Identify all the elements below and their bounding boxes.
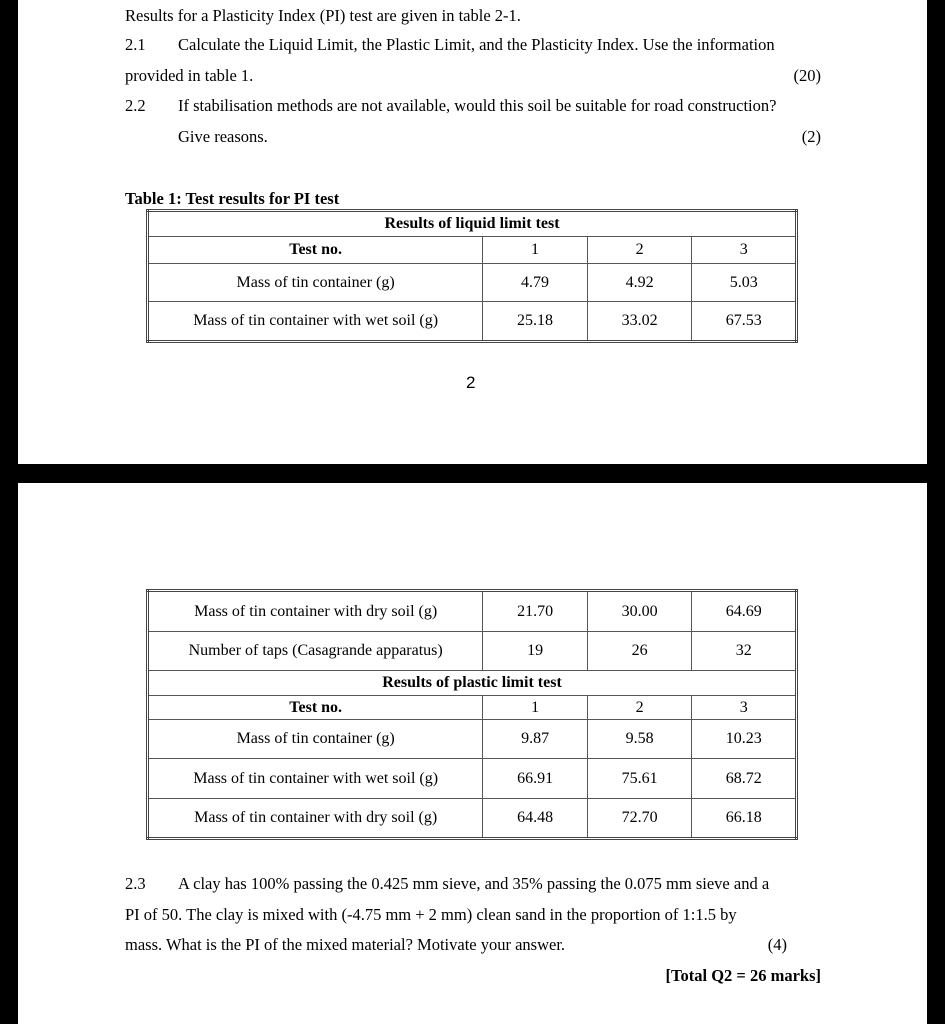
document-page-1: [18, 0, 927, 464]
table-row: [148, 720, 797, 759]
question-2-3-line3: mass. What is the PI of the mixed material? Motivate your answer.: [125, 935, 566, 954]
table-row: [148, 799, 797, 839]
question-2-3-marks: (4): [767, 935, 787, 954]
header-test-no: Test no.: [148, 237, 483, 264]
table-caption: Table 1: Test results for PI test: [125, 189, 340, 208]
row-label: Number of taps (Casagrande apparatus): [148, 632, 483, 671]
cell-value: 5.03: [692, 264, 797, 302]
cell-value: 30.00: [587, 591, 692, 632]
question-2-2-line1: If stabilisation methods are not available, would this soil be suitable for road construction?: [178, 96, 777, 115]
table-header-row: [148, 696, 797, 720]
header-test-2: 2: [587, 237, 692, 264]
table-row: [148, 302, 797, 342]
document-page-2: [18, 483, 927, 1024]
cell-value: 68.72: [692, 759, 797, 799]
table-header-row: [148, 237, 797, 264]
cell-value: 66.91: [483, 759, 588, 799]
table-row: [148, 591, 797, 632]
cell-value: 66.18: [692, 799, 797, 839]
cell-value: 25.18: [483, 302, 588, 342]
intro-text: Results for a Plasticity Index (PI) test are given in table 2-1.: [125, 6, 521, 25]
question-2-1-line1: Calculate the Liquid Limit, the Plastic Limit, and the Plasticity Index. Use the information: [178, 35, 775, 54]
cell-value: 9.58: [587, 720, 692, 759]
header-test-no: Test no.: [148, 696, 483, 720]
cell-value: 64.48: [483, 799, 588, 839]
table-row: [148, 759, 797, 799]
cell-value: 64.69: [692, 591, 797, 632]
question-2-2-line2: Give reasons.: [178, 127, 268, 146]
question-2-3-number: 2.3: [125, 874, 146, 893]
row-label: Mass of tin container with wet soil (g): [148, 302, 483, 342]
cell-value: 21.70: [483, 591, 588, 632]
pi-test-table-continued: [146, 589, 798, 840]
cell-value: 72.70: [587, 799, 692, 839]
row-label: Mass of tin container (g): [148, 720, 483, 759]
cell-value: 9.87: [483, 720, 588, 759]
question-2-1-number: 2.1: [125, 35, 146, 54]
question-2-3-line2: PI of 50. The clay is mixed with (-4.75 mm + 2 mm) clean sand in the proportion of 1:1.5 by: [125, 905, 737, 924]
question-2-1-line2: provided in table 1.: [125, 66, 254, 85]
row-label: Mass of tin container with dry soil (g): [148, 799, 483, 839]
row-label: Mass of tin container (g): [148, 264, 483, 302]
question-2-2-marks: (2): [801, 127, 821, 146]
total-marks: [Total Q2 = 26 marks]: [665, 966, 821, 985]
plastic-limit-title: Results of plastic limit test: [148, 671, 797, 696]
table-row: [148, 264, 797, 302]
cell-value: 4.92: [587, 264, 692, 302]
cell-value: 32: [692, 632, 797, 671]
page-number: 2: [466, 373, 476, 392]
cell-value: 33.02: [587, 302, 692, 342]
cell-value: 26: [587, 632, 692, 671]
row-label: Mass of tin container with dry soil (g): [148, 591, 483, 632]
header-test-3: 3: [692, 696, 797, 720]
question-2-3-line1: A clay has 100% passing the 0.425 mm sieve, and 35% passing the 0.075 mm sieve and a: [178, 874, 770, 893]
header-test-1: 1: [483, 237, 588, 264]
row-label: Mass of tin container with wet soil (g): [148, 759, 483, 799]
cell-value: 10.23: [692, 720, 797, 759]
question-2-2-number: 2.2: [125, 96, 146, 115]
table-row: [148, 632, 797, 671]
cell-value: 19: [483, 632, 588, 671]
question-2-1-marks: (20): [793, 66, 821, 85]
header-test-2: 2: [587, 696, 692, 720]
cell-value: 75.61: [587, 759, 692, 799]
header-test-1: 1: [483, 696, 588, 720]
liquid-limit-table: [146, 209, 798, 343]
cell-value: 4.79: [483, 264, 588, 302]
cell-value: 67.53: [692, 302, 797, 342]
header-test-3: 3: [692, 237, 797, 264]
liquid-limit-title: Results of liquid limit test: [148, 211, 797, 237]
